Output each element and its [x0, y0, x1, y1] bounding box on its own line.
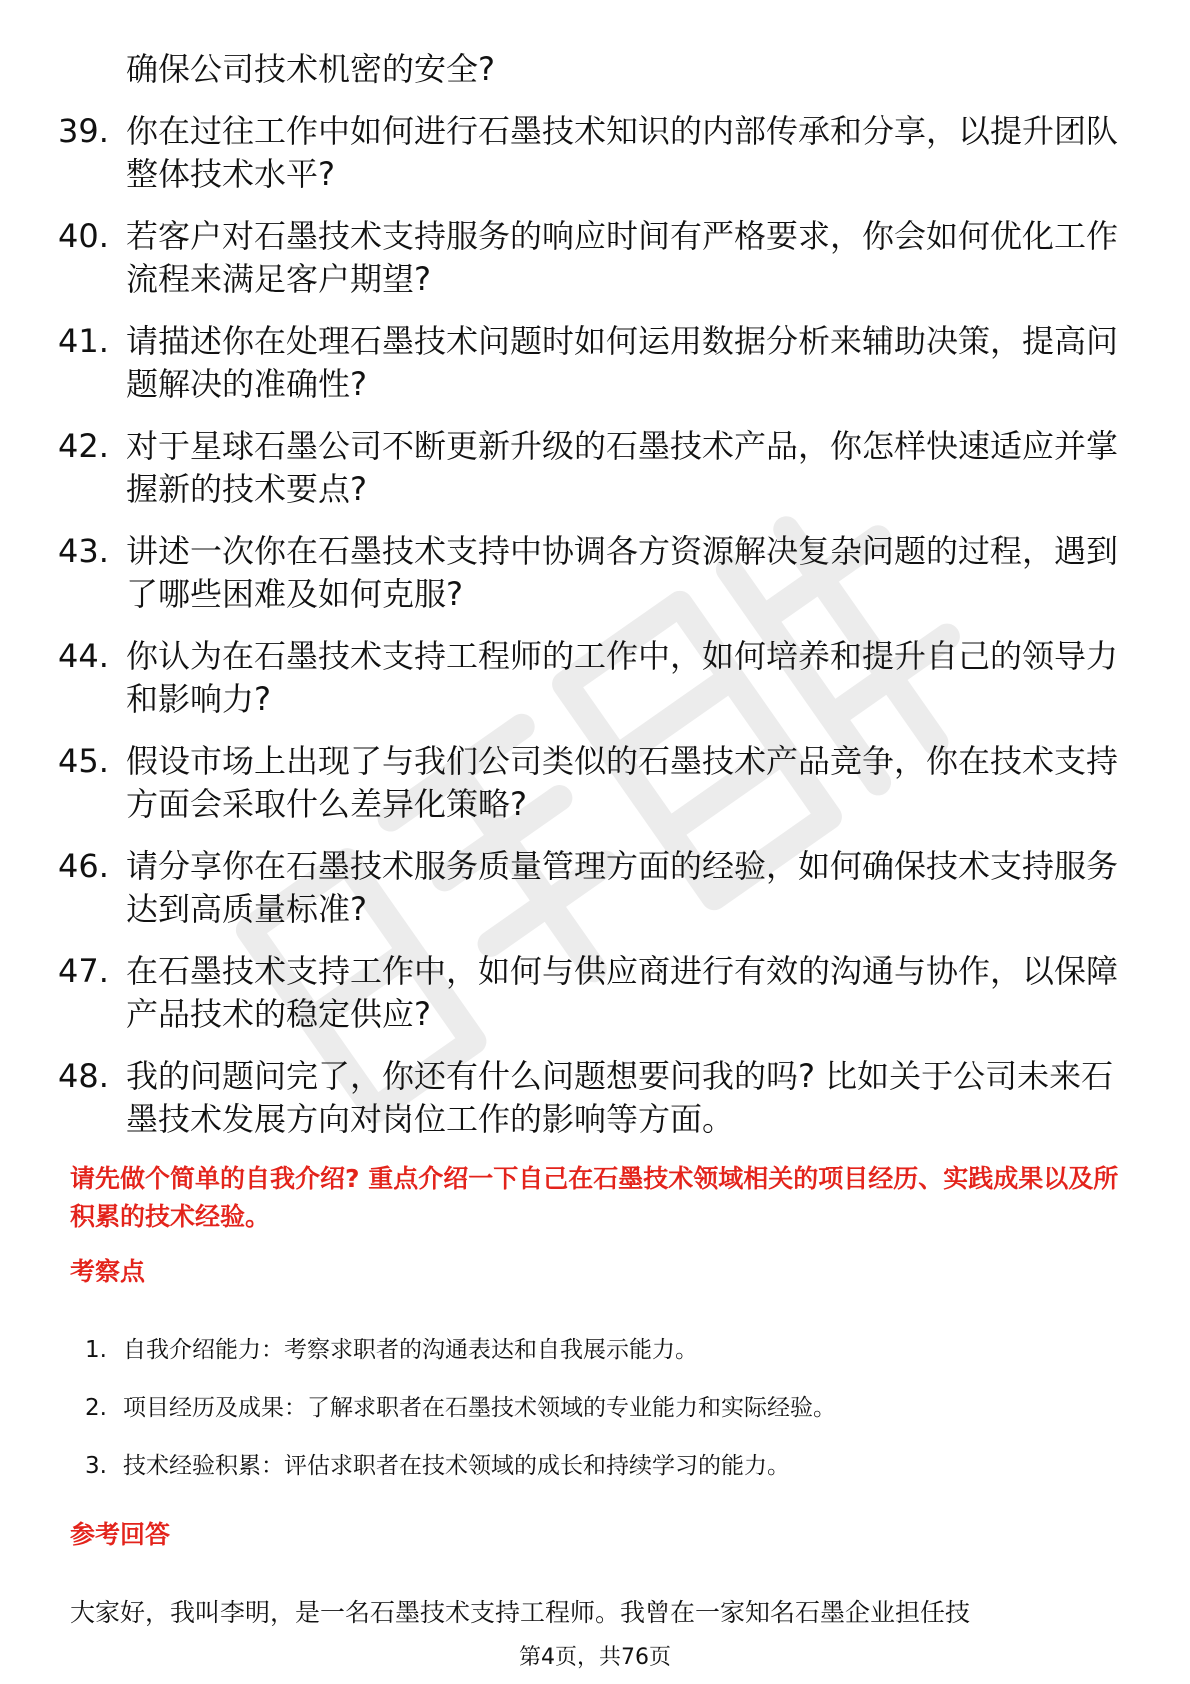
exam-point-item	[85, 1393, 1085, 1423]
question-number: 46.	[58, 847, 109, 885]
question-number: 41.	[58, 322, 109, 360]
question-item	[58, 48, 1118, 91]
question-number: 45.	[58, 742, 109, 780]
question-number: 44.	[58, 637, 109, 675]
question-item	[58, 215, 1118, 301]
exam-points-title: 考察点	[70, 1257, 146, 1286]
question-text: 确保公司技术机密的安全?	[126, 50, 495, 88]
question-text: 假设市场上出现了与我们公司类似的石墨技术产品竞争，你在技术支持方面会采取什么差异化策略?	[126, 742, 1119, 823]
exam-point-text: 技术经验积累：评估求职者在技术领域的成长和持续学习的能力。	[123, 1453, 790, 1479]
question-list	[58, 48, 1118, 1160]
question-text: 你认为在石墨技术支持工程师的工作中，如何培养和提升自己的领导力和影响力?	[126, 637, 1119, 718]
question-text: 对于星球石墨公司不断更新升级的石墨技术产品，你怎样快速适应并掌握新的技术要点?	[126, 427, 1119, 508]
exam-point-item	[85, 1451, 1085, 1481]
exam-point-number: 2.	[85, 1395, 107, 1421]
exam-point-item	[85, 1335, 1085, 1365]
question-item	[58, 320, 1118, 406]
question-number: 42.	[58, 427, 109, 465]
question-number: 39.	[58, 112, 109, 150]
question-text: 请描述你在处理石墨技术问题时如何运用数据分析来辅助决策，提高问题解决的准确性?	[126, 322, 1119, 403]
question-number: 40.	[58, 217, 109, 255]
question-item	[58, 950, 1118, 1036]
question-number: 48.	[58, 1057, 109, 1095]
question-text: 我的问题问完了，你还有什么问题想要问我的吗? 比如关于公司未来石墨技术发展方向对岗位工作的影响等方面。	[126, 1057, 1114, 1138]
exam-point-text: 项目经历及成果：了解求职者在石墨技术领域的专业能力和实际经验。	[123, 1395, 836, 1421]
exam-points-list	[85, 1335, 1085, 1509]
question-text: 讲述一次你在石墨技术支持中协调各方资源解决复杂问题的过程，遇到了哪些困难及如何克服?	[126, 532, 1119, 613]
question-item	[58, 425, 1118, 511]
question-text: 你在过往工作中如何进行石墨技术知识的内部传承和分享，以提升团队整体技术水平?	[126, 112, 1119, 193]
reference-answer-title: 参考回答	[70, 1520, 171, 1549]
question-number	[58, 48, 126, 91]
exam-point-text: 自我介绍能力：考察求职者的沟通表达和自我展示能力。	[123, 1337, 698, 1363]
question-item	[58, 740, 1118, 826]
question-number: 43.	[58, 532, 109, 570]
intro-question: 请先做个简单的自我介绍? 重点介绍一下自己在石墨技术领域相关的项目经历、实践成果以及所积累的技术经验。	[70, 1164, 1119, 1231]
question-text: 在石墨技术支持工作中，如何与供应商进行有效的沟通与协作，以保障产品技术的稳定供应?	[126, 952, 1119, 1033]
question-text: 若客户对石墨技术支持服务的响应时间有严格要求，你会如何优化工作流程来满足客户期望?	[126, 217, 1119, 298]
question-item	[58, 530, 1118, 616]
exam-point-number: 1.	[85, 1337, 107, 1363]
question-item	[58, 845, 1118, 931]
question-text: 请分享你在石墨技术服务质量管理方面的经验，如何确保技术支持服务达到高质量标准?	[126, 847, 1119, 928]
question-item	[58, 1055, 1118, 1141]
exam-point-number: 3.	[85, 1453, 107, 1479]
question-item	[58, 110, 1118, 196]
question-number: 47.	[58, 952, 109, 990]
reference-answer-text: 大家好，我叫李明，是一名石墨技术支持工程师。我曾在一家知名石墨企业担任技	[70, 1598, 971, 1627]
question-item	[58, 635, 1118, 721]
page-footer: 第4页，共76页	[519, 1645, 671, 1670]
